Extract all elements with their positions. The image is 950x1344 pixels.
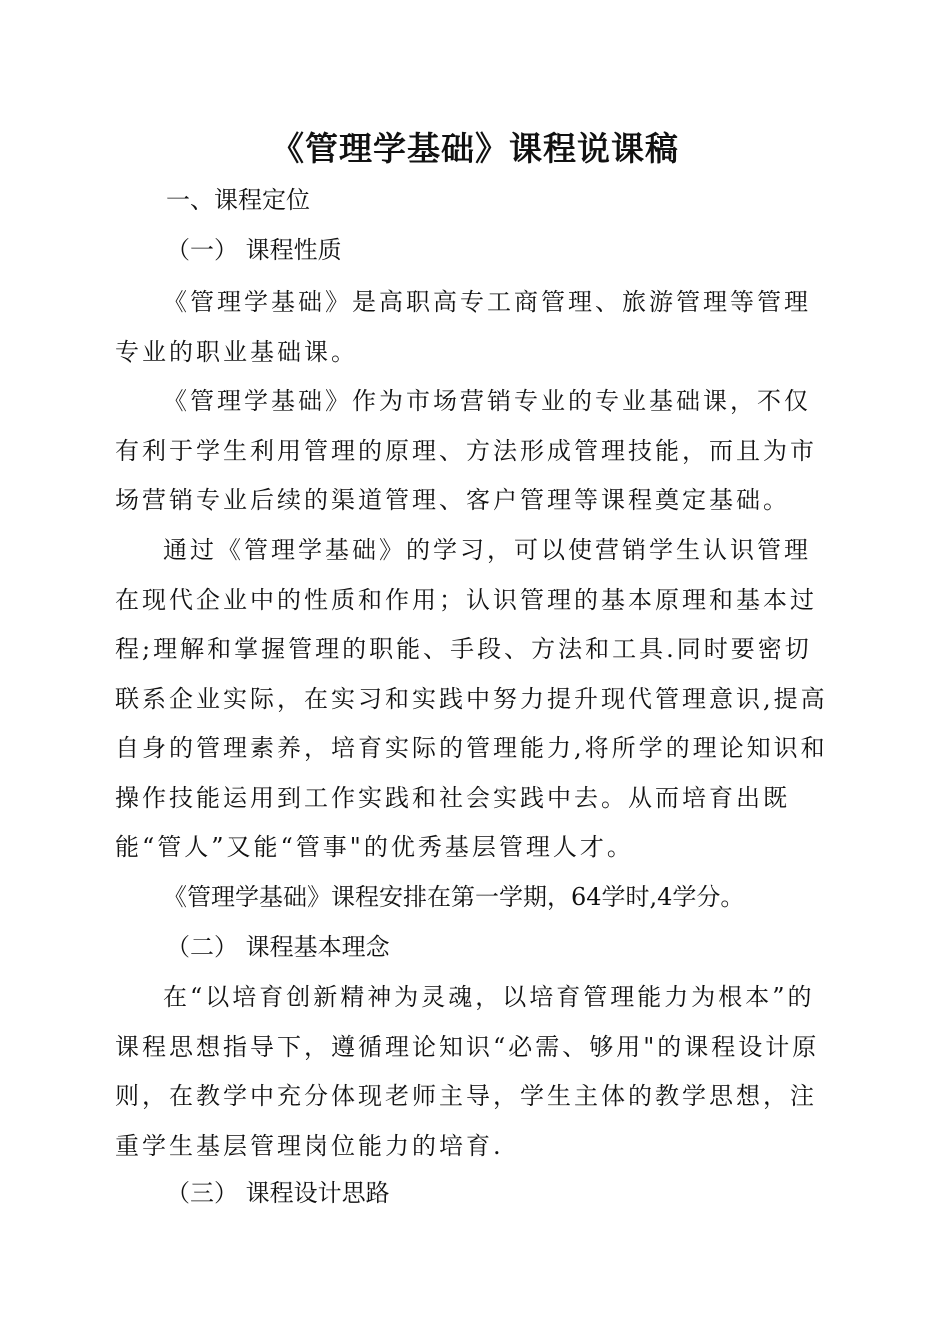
paragraph-course-schedule: 《管理学基础》课程安排在第一学期，64学时,4学分。: [163, 883, 745, 911]
paragraph-marketing-foundation: 《管理学基础》作为市场营销专业的专业基础课，不仅有利于学生利用管理的原理、方法形成管理技能，而且为市场营销专业后续的渠道管理、客户管理等课程奠定基础。: [115, 387, 817, 514]
subsection-heading-course-nature: （一） 课程性质: [166, 236, 342, 264]
section-heading-course-positioning: 一、课程定位: [166, 186, 310, 214]
paragraph-learning-objectives: 通过《管理学基础》的学习，可以使营销学生认识管理在现代企业中的性质和作用；认识管理的基本原理和基本过程;理解和掌握管理的职能、手段、方法和工具.同时要密切联系企业实际，在实习和实践中努力提升现代管理意识,提高自身的管理素养，培育实际的管理能力,将所学的理论知识和操作技能运用到工作实践和社会实践中去。从而培育出既能“管人”又能“管事"的优秀基层管理人才。: [115, 536, 828, 861]
paragraph-course-nature: 《管理学基础》是高职高专工商管理、旅游管理等管理专业的职业基础课。: [115, 288, 811, 366]
paragraph-basic-concept: 在“以培育创新精神为灵魂，以培育管理能力为根本”的课程思想指导下，遵循理论知识“必需、够用"的课程设计原则，在教学中充分体现老师主导，学生主体的教学思想，注重学生基层管理岗位能力的培育.: [115, 983, 820, 1160]
subsection-heading-basic-concept: （二） 课程基本理念: [166, 933, 390, 961]
document-title: 《管理学基础》课程说课稿: [271, 129, 679, 168]
subsection-heading-design-approach: （三） 课程设计思路: [166, 1179, 390, 1207]
